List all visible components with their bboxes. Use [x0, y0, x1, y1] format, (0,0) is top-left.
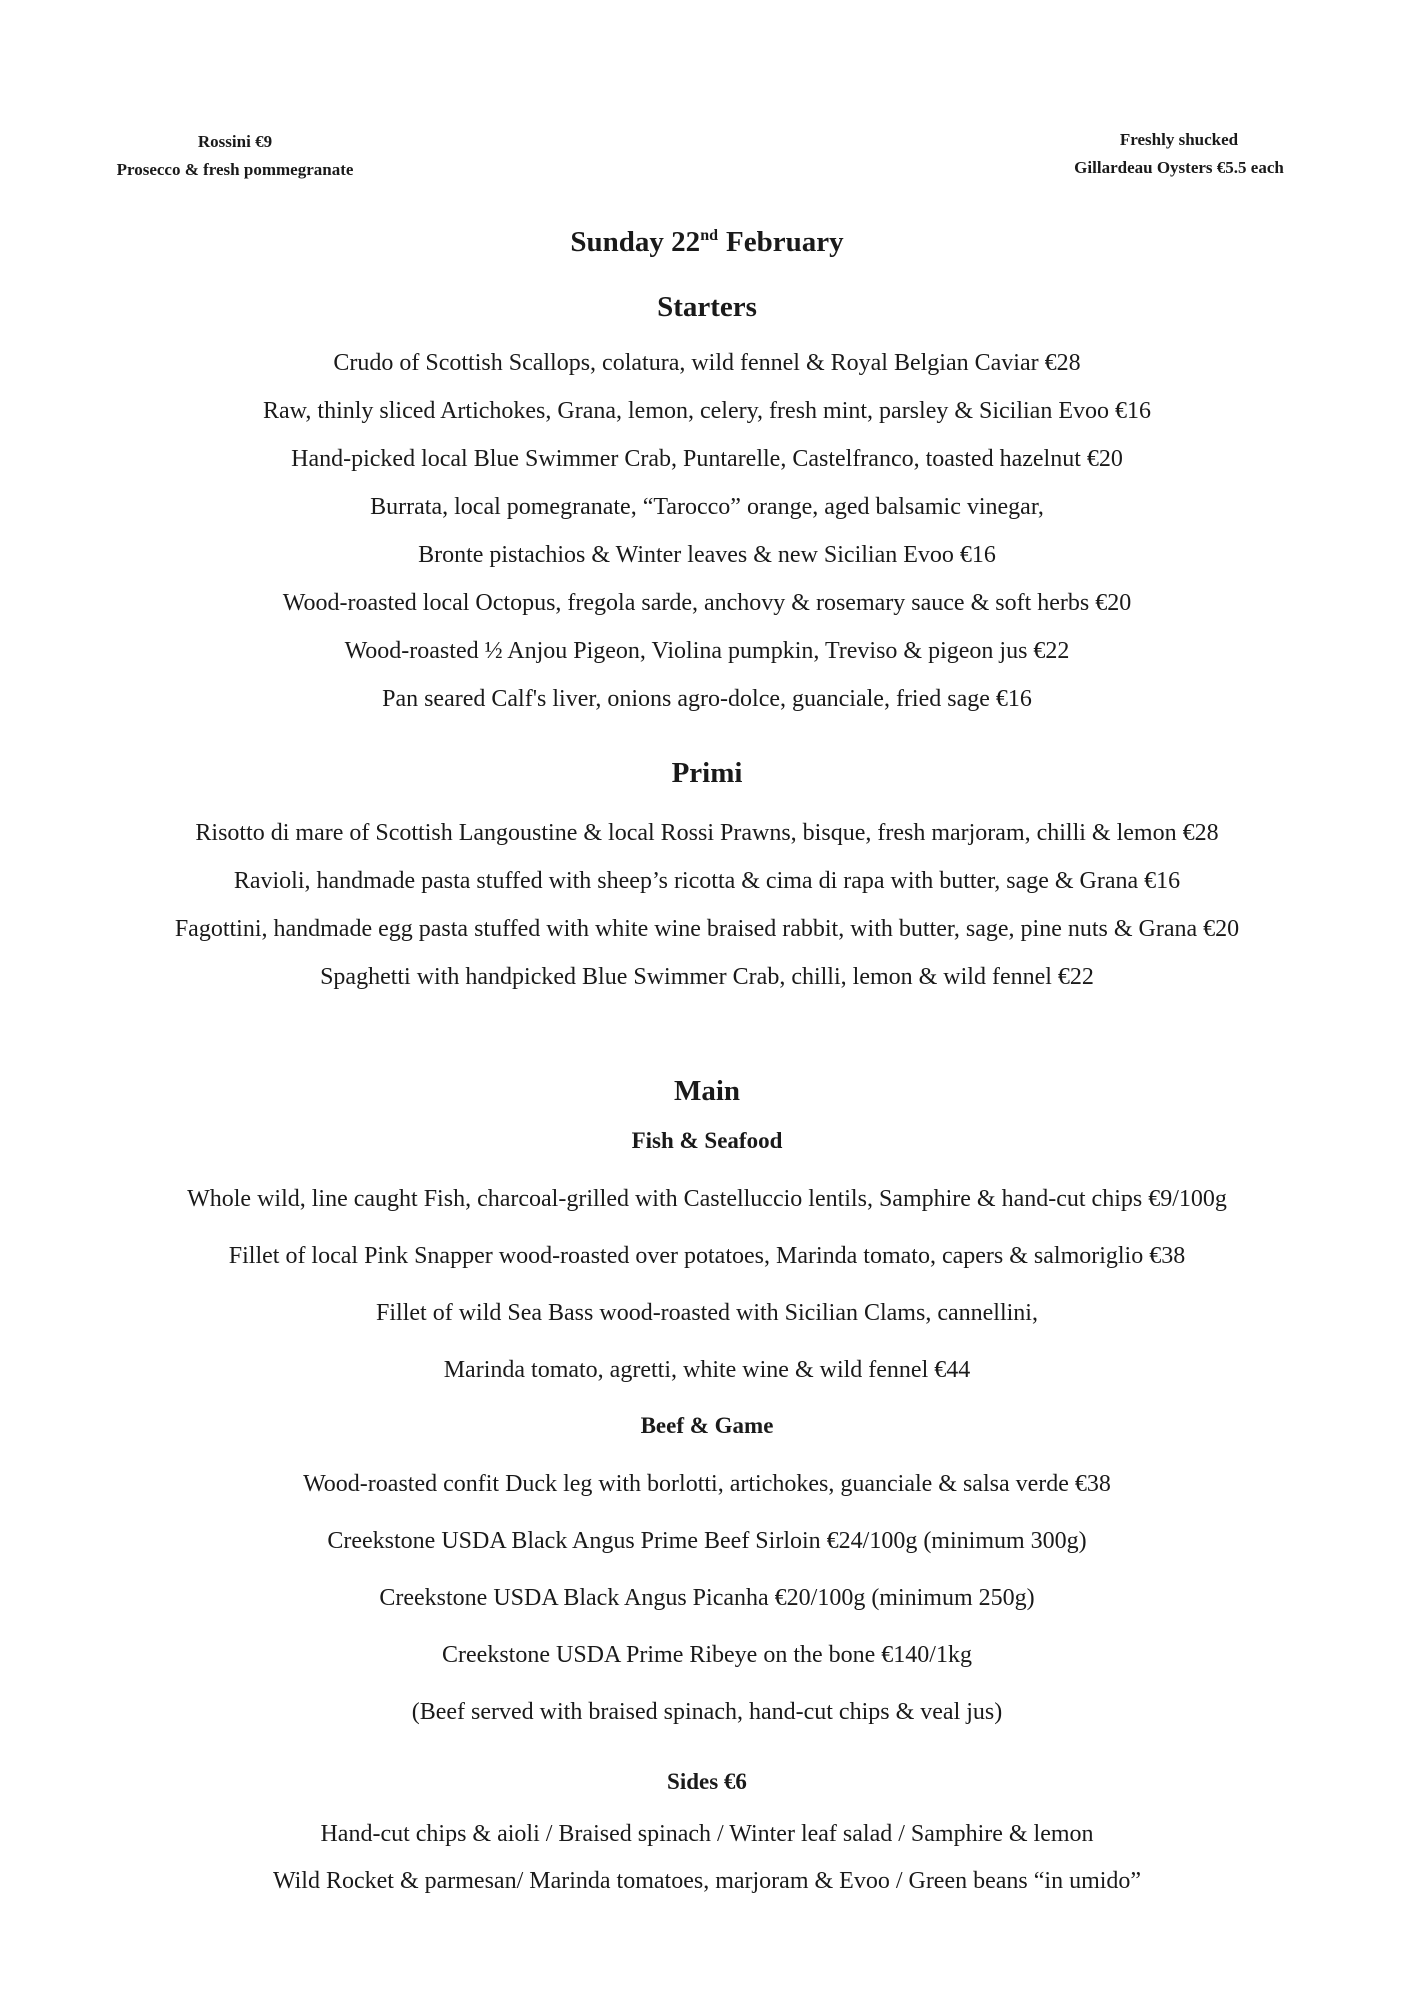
menu-item: Pan seared Calf's liver, onions agro-dolce, guanciale, fried sage €16 — [382, 686, 1032, 712]
menu-item: Hand-picked local Blue Swimmer Crab, Puntarelle, Castelfranco, toasted hazelnut €20 — [291, 446, 1123, 472]
menu-item: Fagottini, handmade egg pasta stuffed with white wine braised rabbit, with butter, sage, pine nuts & Grana €20 — [174, 916, 1240, 942]
menu-item: Bronte pistachios & Winter leaves & new Sicilian Evoo €16 — [418, 542, 996, 568]
oyster-name-price: Gillardeau Oysters €5.5 each — [1074, 158, 1284, 177]
menu-item: Creekstone USDA Black Angus Picanha €20/100g (minimum 250g) — [379, 1585, 1035, 1611]
sides-list — [0, 1811, 1414, 1905]
menu-item: Risotto di mare of Scottish Langoustine & local Rossi Prawns, bisque, fresh marjoram, chilli & lemon €28 — [195, 820, 1219, 846]
beef-list — [0, 1456, 1414, 1741]
primi-list — [0, 809, 1414, 1001]
menu-item: Creekstone USDA Black Angus Prime Beef Sirloin €24/100g (minimum 300g) — [327, 1528, 1087, 1554]
aperitif-special — [95, 128, 375, 184]
menu-item: Whole wild, line caught Fish, charcoal-grilled with Castelluccio lentils, Samphire & hand-cut chips €9/100g — [187, 1186, 1227, 1212]
section-title-primi: Primi — [671, 757, 743, 789]
menu-date — [0, 222, 1414, 262]
menu-item: Marinda tomato, agretti, white wine & wild fennel €44 — [443, 1357, 971, 1383]
aperitif-name-price: Rossini €9 — [197, 132, 273, 151]
section-title-sides: Sides €6 — [667, 1769, 747, 1794]
menu-item: Creekstone USDA Prime Ribeye on the bone €140/1kg — [442, 1642, 972, 1668]
date-day: Sunday 22 — [570, 226, 701, 258]
menu-item: Spaghetti with handpicked Blue Swimmer Crab, chilli, lemon & wild fennel €22 — [320, 964, 1094, 990]
menu-item: Wood-roasted local Octopus, fregola sarde, anchovy & rosemary sauce & soft herbs €20 — [282, 590, 1132, 616]
aperitif-description: Prosecco & fresh pommegranate — [116, 160, 354, 179]
section-title-main: Main — [673, 1075, 741, 1107]
menu-item: Hand-cut chips & aioli / Braised spinach / Winter leaf salad / Samphire & lemon — [320, 1821, 1094, 1847]
menu-item: Fillet of wild Sea Bass wood-roasted with Sicilian Clams, cannellini, — [376, 1300, 1038, 1326]
menu-item: Raw, thinly sliced Artichokes, Grana, lemon, celery, fresh mint, parsley & Sicilian Evoo €16 — [262, 398, 1151, 424]
section-title-starters: Starters — [657, 291, 757, 323]
subsection-title-beef: Beef & Game — [640, 1413, 774, 1438]
menu-item: Wood-roasted ½ Anjou Pigeon, Violina pumpkin, Treviso & pigeon jus €22 — [344, 638, 1070, 664]
menu-item: Wild Rocket & parmesan/ Marinda tomatoes, marjoram & Evoo / Green beans “in umido” — [272, 1868, 1142, 1894]
menu-item: Wood-roasted confit Duck leg with borlotti, artichokes, guanciale & salsa verde €38 — [303, 1471, 1111, 1497]
menu-item: Ravioli, handmade pasta stuffed with sheep’s ricotta & cima di rapa with butter, sage & Grana €16 — [233, 868, 1181, 894]
oyster-special — [1049, 126, 1309, 182]
date-suffix: nd — [700, 226, 718, 244]
starters-list — [0, 339, 1414, 723]
oyster-intro: Freshly shucked — [1119, 130, 1239, 149]
menu-item: Fillet of local Pink Snapper wood-roasted over potatoes, Marinda tomato, capers & salmoriglio €38 — [228, 1243, 1186, 1269]
menu-item: Crudo of Scottish Scallops, colatura, wild fennel & Royal Belgian Caviar €28 — [333, 350, 1081, 376]
menu-item: Burrata, local pomegranate, “Tarocco” orange, aged balsamic vinegar, — [370, 494, 1044, 520]
subsection-title-fish: Fish & Seafood — [631, 1128, 783, 1153]
fish-list — [0, 1171, 1414, 1399]
menu-item: (Beef served with braised spinach, hand-cut chips & veal jus) — [411, 1699, 1003, 1725]
date-month: February — [725, 226, 844, 258]
